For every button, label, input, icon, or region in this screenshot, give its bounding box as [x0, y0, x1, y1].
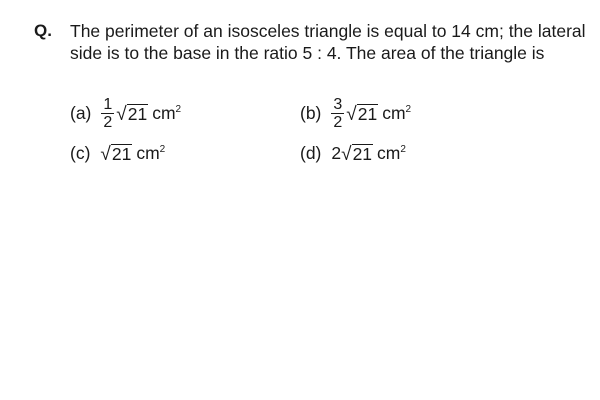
option-b-sqrt	[346, 104, 378, 124]
option-a-radicand: 21	[127, 103, 148, 124]
option-c-radicand: 21	[111, 143, 132, 164]
option-a-fraction	[101, 96, 114, 131]
option-b-numerator: 3	[333, 96, 343, 113]
option-c	[70, 143, 165, 164]
radical-sign-icon: √	[341, 143, 352, 165]
option-c-unit-text: cm	[136, 143, 160, 163]
option-d-exponent: 2	[400, 144, 406, 155]
option-b-denominator: 2	[333, 114, 343, 131]
option-c-unit	[136, 143, 165, 164]
radical-sign-icon: √	[346, 103, 357, 125]
option-a-sqrt	[116, 104, 148, 124]
option-a-denominator: 2	[103, 114, 113, 131]
option-a-numerator: 1	[103, 96, 113, 113]
option-c-label: (c)	[70, 143, 91, 163]
option-a-unit	[152, 103, 181, 124]
option-d-radicand: 21	[352, 143, 373, 164]
radical-sign-icon: √	[116, 103, 127, 125]
option-a-exponent: 2	[175, 104, 182, 115]
option-b-unit-text: cm	[382, 103, 406, 123]
question-label: Q.	[34, 21, 52, 40]
option-d-unit-text: cm	[377, 143, 401, 163]
option-d	[300, 143, 406, 164]
option-b-exponent: 2	[405, 104, 412, 115]
option-c-sqrt	[100, 144, 132, 164]
option-d-coefficient: 2	[331, 143, 342, 163]
radical-sign-icon: √	[100, 143, 111, 165]
question-text: The perimeter of an isosceles triangle is equal to 14 cm; the lateral side is to the base in the ratio 5 : 4. The area of the triangle is	[70, 21, 586, 63]
option-d-label: (d)	[300, 143, 322, 163]
option-c-exponent: 2	[159, 144, 166, 155]
option-d-sqrt	[341, 144, 373, 164]
option-b	[300, 96, 411, 131]
option-b-radicand: 21	[357, 103, 378, 124]
option-a	[70, 96, 181, 131]
option-b-fraction	[331, 96, 344, 131]
option-a-label: (a)	[70, 103, 92, 123]
option-b-label: (b)	[300, 103, 322, 123]
option-b-unit	[382, 103, 411, 124]
option-a-unit-text: cm	[152, 103, 176, 123]
option-d-unit	[377, 143, 406, 164]
